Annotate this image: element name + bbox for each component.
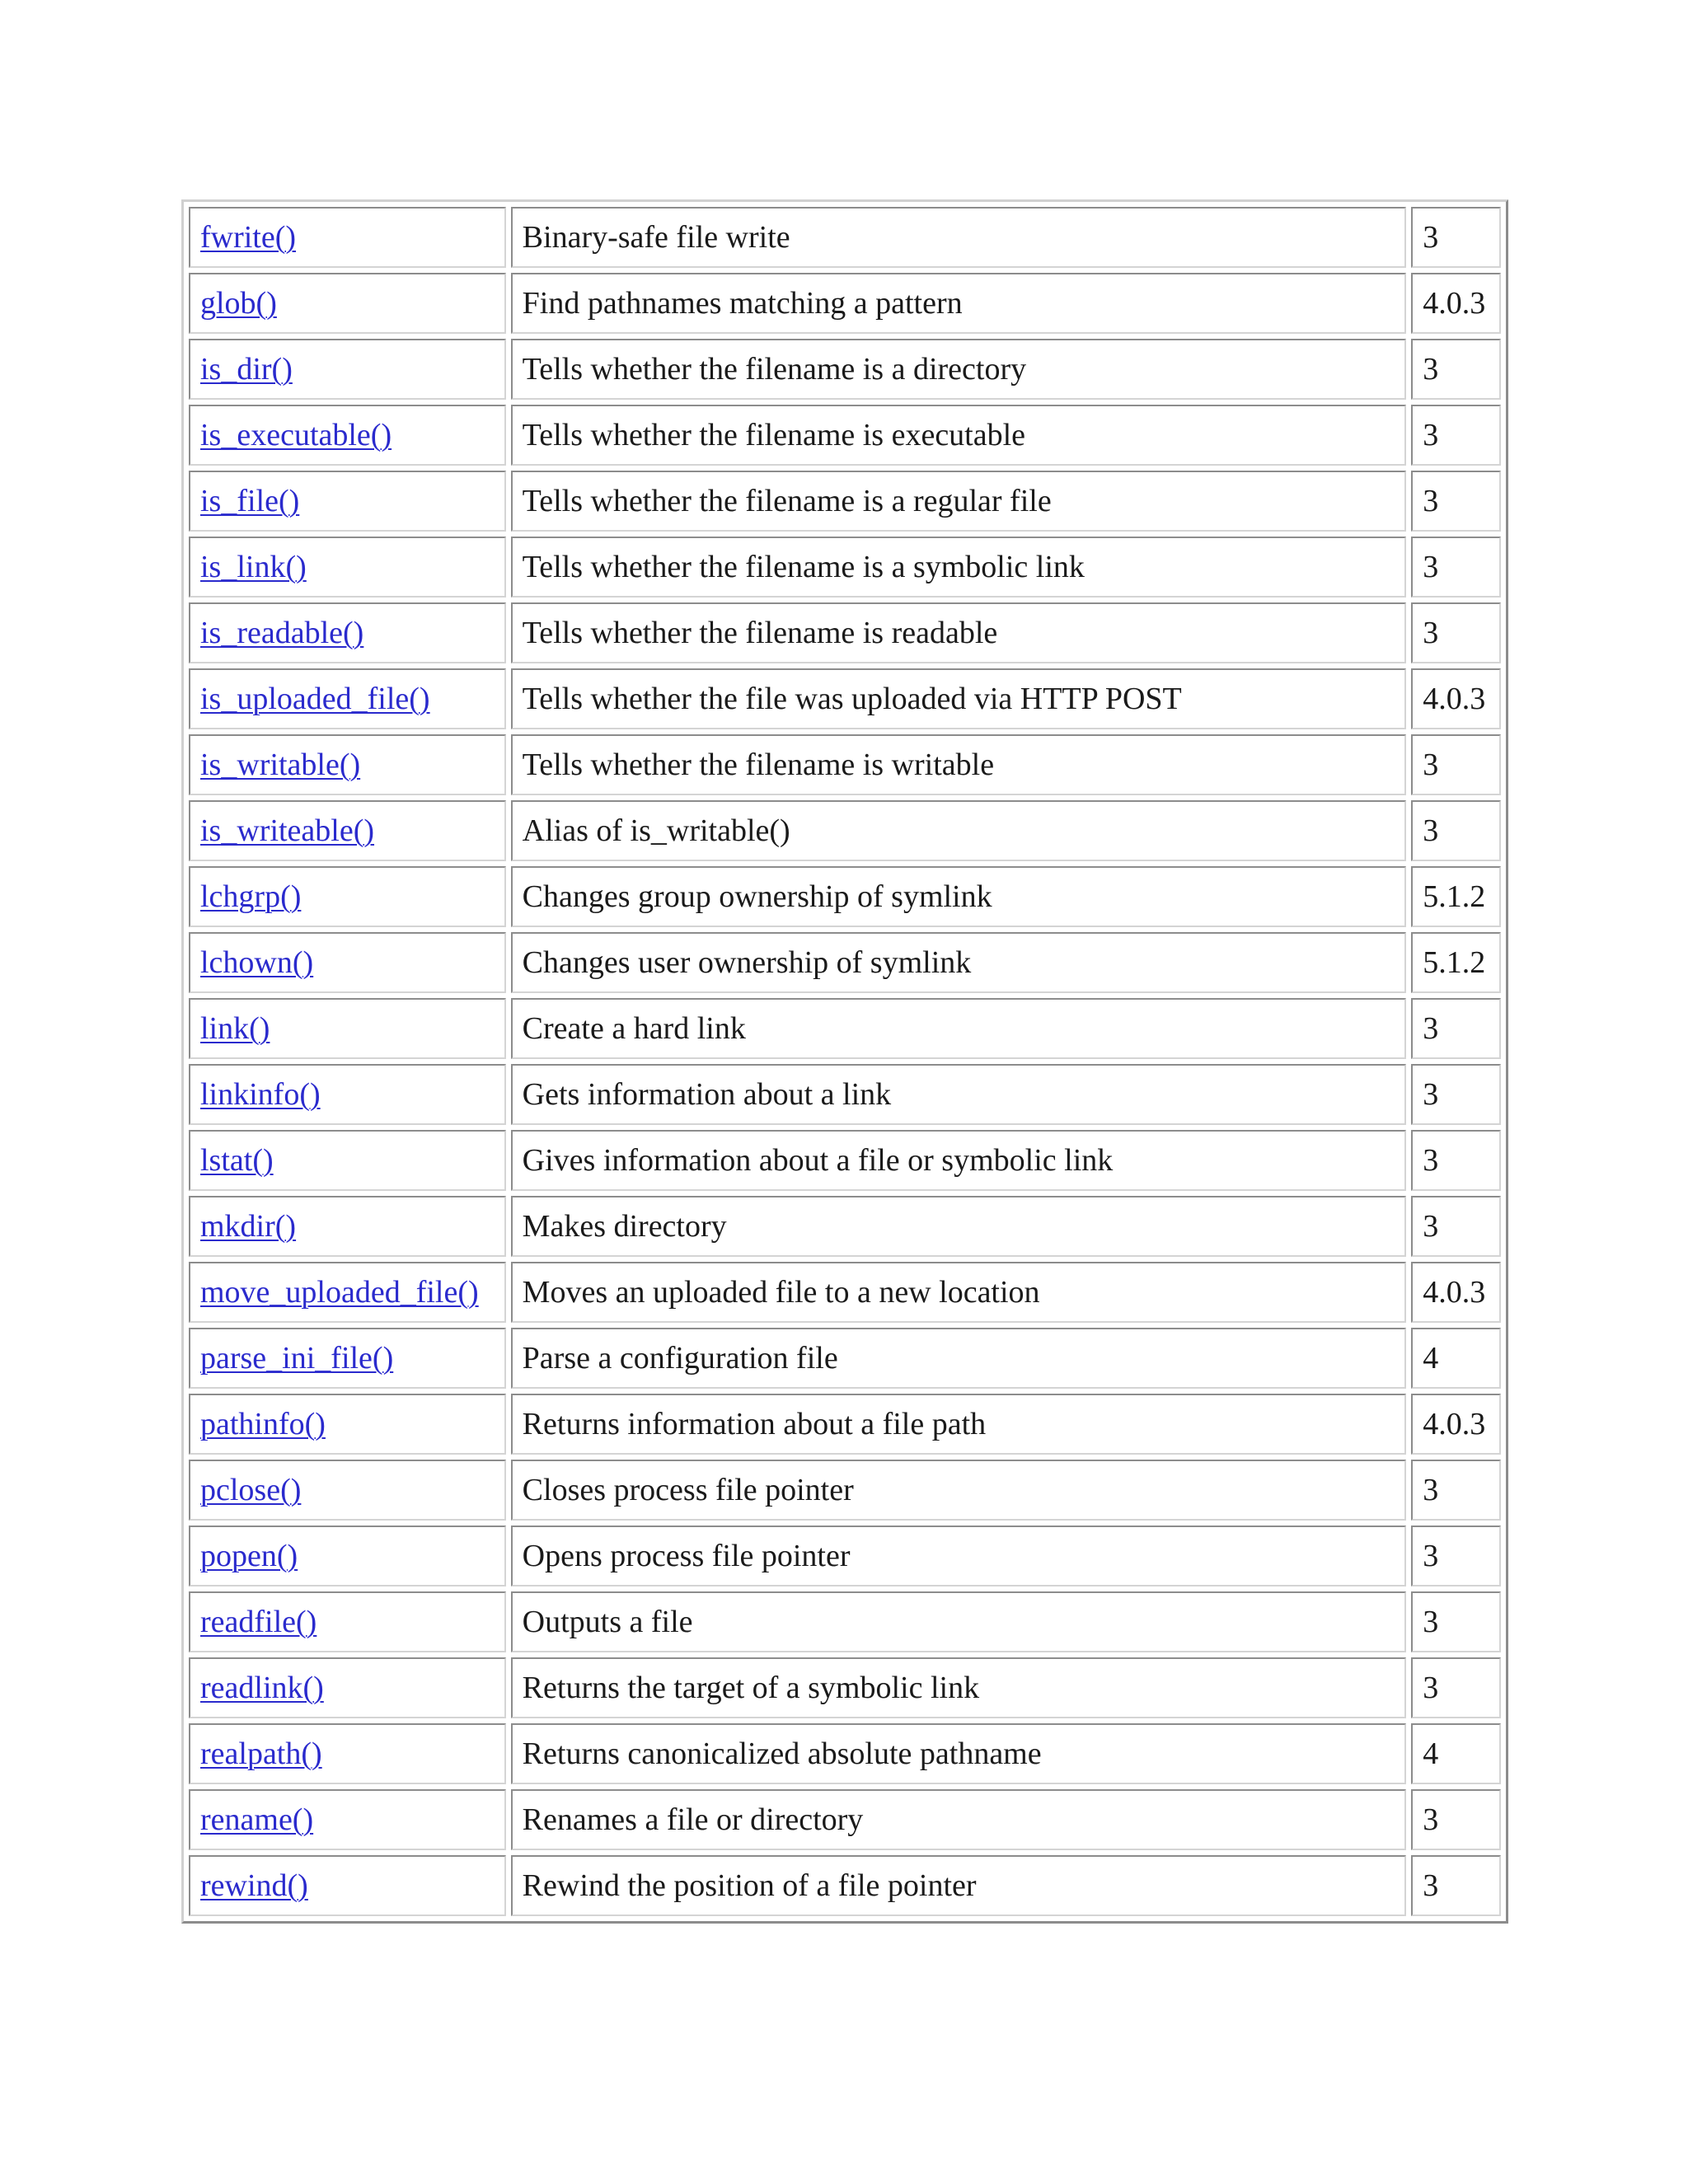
function-name-cell [189,1657,506,1718]
table-row [189,1657,1501,1718]
function-name-cell [189,1789,506,1850]
php-version-cell: 3 [1411,471,1501,532]
table-row [189,932,1501,993]
function-link[interactable]: fwrite() [200,220,297,255]
php-version-cell: 3 [1411,1591,1501,1652]
php-version-cell: 5.1.2 [1411,932,1501,993]
php-version-cell: 3 [1411,339,1501,400]
function-description-cell: Renames a file or directory [511,1789,1407,1850]
php-version-cell: 3 [1411,1064,1501,1125]
function-description-cell: Moves an uploaded file to a new location [511,1262,1407,1323]
table-row [189,339,1501,400]
php-version-cell: 3 [1411,1657,1501,1718]
php-version-cell: 3 [1411,1196,1501,1257]
function-link[interactable]: rename() [200,1802,314,1837]
table-row [189,1328,1501,1389]
php-version-cell: 3 [1411,734,1501,795]
function-name-cell [189,602,506,663]
function-name-cell [189,273,506,334]
php-version-cell: 4.0.3 [1411,273,1501,334]
function-description-cell: Returns information about a file path [511,1394,1407,1455]
function-link[interactable]: parse_ini_file() [200,1341,394,1376]
function-description-cell: Tells whether the filename is a regular file [511,471,1407,532]
function-description-cell: Returns the target of a symbolic link [511,1657,1407,1718]
function-name-cell [189,207,506,268]
php-version-cell: 3 [1411,207,1501,268]
function-name-cell [189,1526,506,1586]
table-row [189,405,1501,466]
table-row [189,998,1501,1059]
function-link[interactable]: lchgrp() [200,879,302,914]
function-name-cell [189,866,506,927]
function-name-cell [189,998,506,1059]
function-description-cell: Gives information about a file or symbolic link [511,1130,1407,1191]
function-description-cell: Changes group ownership of symlink [511,866,1407,927]
function-link[interactable]: lstat() [200,1143,274,1178]
table-row [189,734,1501,795]
table-row [189,1591,1501,1652]
php-version-cell: 3 [1411,405,1501,466]
function-link[interactable]: readlink() [200,1671,324,1705]
function-link[interactable]: is_executable() [200,418,392,452]
function-link[interactable]: popen() [200,1539,298,1573]
php-version-cell: 3 [1411,800,1501,861]
function-link[interactable]: is_link() [200,550,307,584]
function-link[interactable]: realpath() [200,1736,322,1771]
php-version-cell: 4 [1411,1328,1501,1389]
table-row [189,1262,1501,1323]
php-version-cell: 3 [1411,602,1501,663]
function-link[interactable]: is_dir() [200,352,293,387]
table-row [189,800,1501,861]
function-name-cell [189,800,506,861]
php-version-cell: 3 [1411,1460,1501,1521]
function-link[interactable]: rewind() [200,1868,308,1903]
php-version-cell: 3 [1411,1855,1501,1916]
function-description-cell: Tells whether the filename is a symbolic link [511,537,1407,598]
function-link[interactable]: is_readable() [200,616,364,650]
function-name-cell [189,339,506,400]
function-name-cell [189,1591,506,1652]
table-row [189,1130,1501,1191]
function-name-cell [189,668,506,729]
php-version-cell: 3 [1411,537,1501,598]
function-name-cell [189,1855,506,1916]
function-description-cell: Find pathnames matching a pattern [511,273,1407,334]
function-link[interactable]: glob() [200,286,277,321]
function-link[interactable]: pclose() [200,1473,302,1507]
table-row [189,668,1501,729]
function-name-cell [189,1262,506,1323]
function-name-cell [189,932,506,993]
table-row [189,1789,1501,1850]
function-name-cell [189,1460,506,1521]
php-version-cell: 4 [1411,1723,1501,1784]
table-row [189,1855,1501,1916]
function-description-cell: Parse a configuration file [511,1328,1407,1389]
function-description-cell: Tells whether the filename is writable [511,734,1407,795]
function-description-cell: Binary-safe file write [511,207,1407,268]
function-name-cell [189,1328,506,1389]
function-description-cell: Returns canonicalized absolute pathname [511,1723,1407,1784]
function-link[interactable]: is_writeable() [200,813,375,848]
php-version-cell: 4.0.3 [1411,1394,1501,1455]
table-row [189,1394,1501,1455]
php-version-cell: 3 [1411,1526,1501,1586]
function-description-cell: Opens process file pointer [511,1526,1407,1586]
php-version-cell: 4.0.3 [1411,668,1501,729]
function-description-cell: Closes process file pointer [511,1460,1407,1521]
table-row [189,1526,1501,1586]
function-name-cell [189,471,506,532]
function-description-cell: Alias of is_writable() [511,800,1407,861]
function-link[interactable]: is_uploaded_file() [200,682,430,716]
function-name-cell [189,1064,506,1125]
table-row [189,1460,1501,1521]
function-description-cell: Outputs a file [511,1591,1407,1652]
php-version-cell: 3 [1411,1130,1501,1191]
function-name-cell [189,1723,506,1784]
function-description-cell: Tells whether the file was uploaded via HTTP POST [511,668,1407,729]
function-link[interactable]: lchown() [200,945,314,980]
function-link[interactable]: move_uploaded_file() [200,1275,479,1310]
php-version-cell: 4.0.3 [1411,1262,1501,1323]
function-description-cell: Rewind the position of a file pointer [511,1855,1407,1916]
php-version-cell: 3 [1411,998,1501,1059]
function-description-cell: Tells whether the filename is a directory [511,339,1407,400]
function-link[interactable]: mkdir() [200,1209,297,1244]
function-description-cell: Tells whether the filename is readable [511,602,1407,663]
function-link[interactable]: pathinfo() [200,1407,326,1441]
function-name-cell [189,1130,506,1191]
function-name-cell [189,537,506,598]
function-link[interactable]: is_writable() [200,748,361,782]
function-link[interactable]: readfile() [200,1605,317,1639]
table-row [189,207,1501,268]
table-row [189,537,1501,598]
table-row [189,1723,1501,1784]
table-row [189,1196,1501,1257]
table-row [189,866,1501,927]
function-name-cell [189,405,506,466]
php-version-cell: 5.1.2 [1411,866,1501,927]
function-name-cell [189,1394,506,1455]
function-name-cell [189,1196,506,1257]
function-table [181,199,1508,1924]
table-row [189,273,1501,334]
php-version-cell: 3 [1411,1789,1501,1850]
function-name-cell [189,734,506,795]
function-description-cell: Makes directory [511,1196,1407,1257]
function-description-cell: Tells whether the filename is executable [511,405,1407,466]
function-table-body [189,207,1501,1916]
table-row [189,1064,1501,1125]
function-link[interactable]: link() [200,1011,270,1046]
function-description-cell: Changes user ownership of symlink [511,932,1407,993]
function-description-cell: Gets information about a link [511,1064,1407,1125]
function-link[interactable]: linkinfo() [200,1077,321,1112]
function-description-cell: Create a hard link [511,998,1407,1059]
table-row [189,471,1501,532]
function-link[interactable]: is_file() [200,484,300,518]
table-row [189,602,1501,663]
